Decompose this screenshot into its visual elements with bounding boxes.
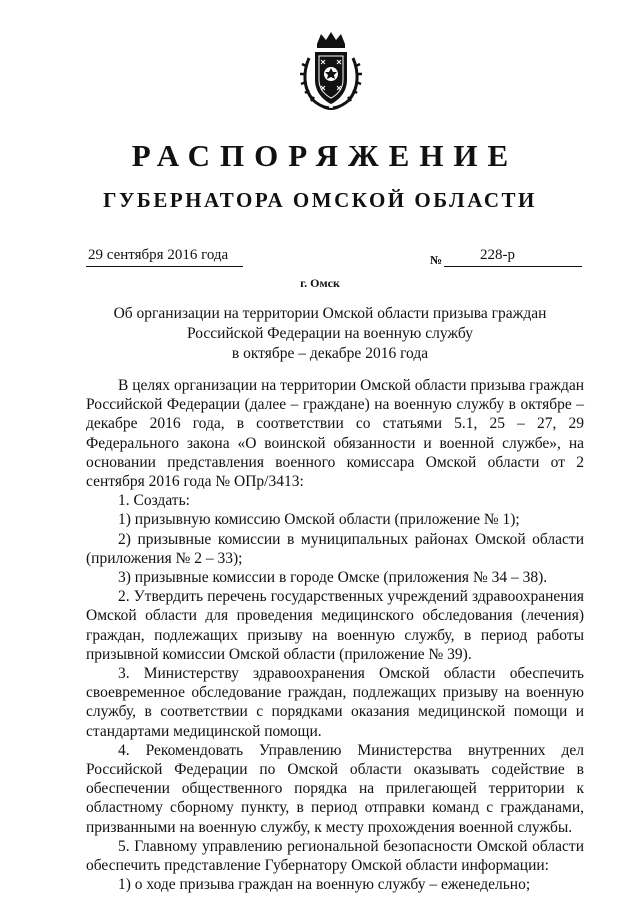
body-paragraph: 1) призывную комиссию Омской области (приложение № 1); <box>118 511 520 529</box>
document-city: г. Омск <box>300 276 340 290</box>
body-paragraph: 3) призывные комиссии в городе Омске (приложения № 34 – 38). <box>118 569 548 587</box>
body-paragraph: 4. Рекомендовать Управлению Министерства внутренних дел Российской Федерации по Омской области оказывать содействие в обеспечении общественного порядка на прилегающей территории к областному сборному пункту, в период отправки команд с гражданами, призванными на военную службу, к месту прохождения военной службы. <box>86 741 584 836</box>
body-paragraph: 5. Главному управлению региональной безопасности Омской области обеспечить представление Губернатору Омской области информации: <box>86 837 584 875</box>
document-number: 228-р <box>480 247 515 263</box>
document-date: 29 сентября 2016 года <box>88 247 229 263</box>
subject-line: Об организации на территории Омской области призыва граждан <box>113 305 547 322</box>
coat-of-arms-icon <box>299 30 363 112</box>
subject-line: в октябре – декабре 2016 года <box>231 345 429 362</box>
number-underline <box>444 266 582 267</box>
body-paragraph: 1) о ходе призыва граждан на военную службу – еженедельно; <box>118 876 531 894</box>
body-paragraph: 2) призывные комиссии в муниципальных районах Омской области (приложения № 2 – 33); <box>86 530 584 567</box>
document-subject <box>60 304 600 364</box>
body-paragraph: В целях организации на территории Омской области призыва граждан Российской Федерации (далее – граждане) на военную службу в октябре – декабре 2016 года, в соответствии со статьями 5.1, 25 – 27, 29 Федерального закона «О воинской обязанности и военной службе», на основании представления военного комиссара Омской области от 2 сентября 2016 года № ОПр/3413: <box>86 377 584 491</box>
subject-line: Российской Федерации на военную службу <box>187 325 473 342</box>
body-paragraph: 1. Создать: <box>118 492 190 510</box>
number-label: № <box>430 253 443 267</box>
document-body <box>86 376 584 894</box>
date-underline <box>86 266 243 267</box>
document-subtitle: ГУБЕРНАТОРА ОМСКОЙ ОБЛАСТИ <box>103 188 537 212</box>
body-paragraph: 3. Министерству здравоохранения Омской области обеспечить своевременное обследование граждан, подлежащих призыву на военную службу, в соответствии с порядками оказания медицинской помощи и стандартами медицинской помощи. <box>86 665 584 740</box>
body-paragraph: 2. Утвердить перечень государственных учреждений здравоохранения Омской области для проведения медицинского обследования (лечения) граждан, подлежащих призыву на военную службу, в период работы призывной комиссии Омской области (приложение № 39). <box>86 588 584 663</box>
document-title: РАСПОРЯЖЕНИЕ <box>131 138 519 173</box>
